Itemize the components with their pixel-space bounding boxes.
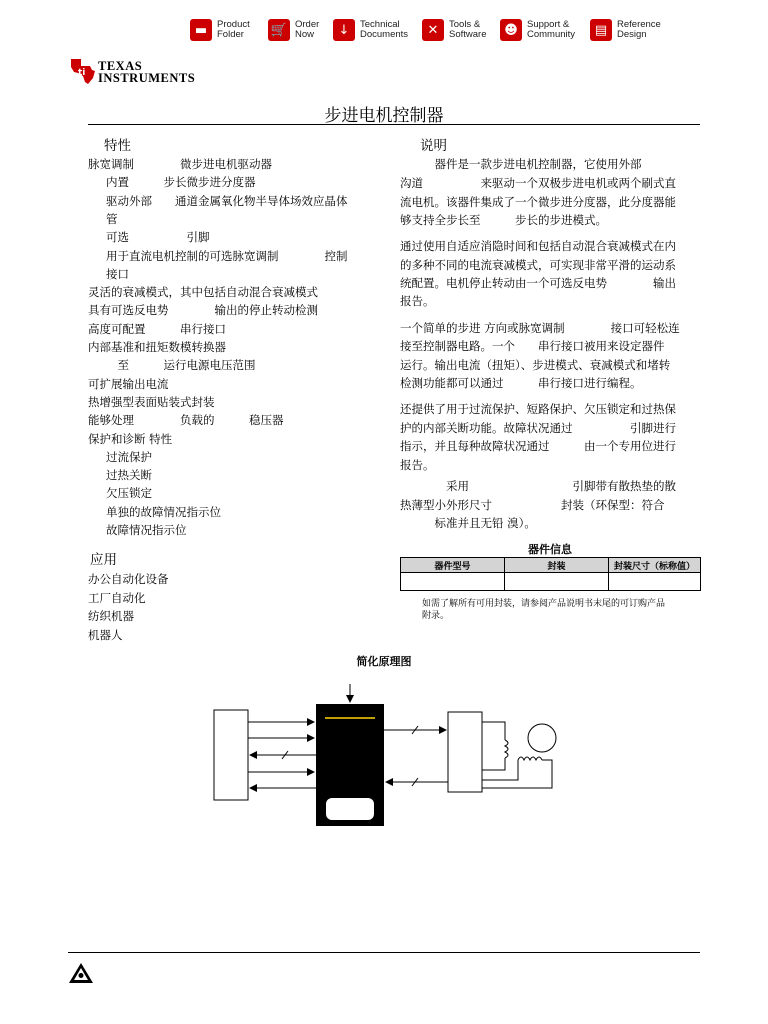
description-line: 护的内部关断功能。故障状况通过 引脚进行: [400, 421, 676, 435]
description-line: 流电机。该器件集成了一个微步进分度器，此分度器能: [400, 195, 676, 209]
ti-logo[interactable]: [68, 56, 198, 88]
feature-item: 单独的故障情况指示位: [106, 504, 221, 519]
controller-box: [214, 710, 248, 800]
logo-line1: TEXAS: [98, 59, 143, 73]
description-line: 够支持全步长至 步长的步进模式。: [400, 213, 607, 227]
feature-item: 热增强型表面贴装式封装: [88, 394, 215, 409]
nav-link-label: [217, 20, 250, 40]
feature-item: 保护和诊断 特性: [88, 431, 173, 446]
diagram-title: 简化原理图: [356, 655, 412, 668]
feature-item: 欠压锁定: [106, 486, 152, 501]
description-line: 通过使用自适应消隐时间和包括自动混合衰减模式在内: [400, 239, 676, 253]
feature-item: 故障情况指示位: [106, 523, 187, 537]
table-cell: [401, 573, 505, 591]
motor-wire: [482, 760, 552, 788]
feature-item: 管: [106, 211, 118, 226]
feature-item: 过流保护: [106, 449, 152, 464]
cart-icon: 🛒: [268, 19, 290, 41]
feature-item: 接口: [106, 266, 129, 281]
warning-triangle-icon: [68, 962, 94, 984]
motor-wire: [482, 758, 505, 770]
device-info-note: [422, 598, 665, 622]
nav-label-line1: Product: [217, 19, 250, 30]
feature-item: 高度可配置 串行接口: [88, 321, 226, 336]
description-line: 器件是一款步进电机控制器，它使用外部: [400, 157, 642, 171]
nav-link[interactable]: [422, 16, 487, 44]
reference-icon: ▤: [590, 19, 612, 41]
feature-item: 脉宽调制 微步进电机驱动器: [88, 157, 272, 171]
description-line: 检测功能都可以通过 串行接口进行编程。: [400, 376, 642, 390]
note-line2: 附录。: [422, 611, 450, 621]
description-line: 标准并且无铅 溴）。: [400, 516, 536, 530]
motor-wire: [505, 740, 508, 758]
nav-link-label: [449, 20, 487, 40]
simplified-schematic: [200, 680, 580, 830]
nav-link-label: [617, 20, 661, 40]
page-title: 步进电机控制器: [324, 106, 444, 126]
note-line1: 如需了解所有可用封装，请参阅产品说明书末尾的可订购产品: [422, 599, 666, 609]
nav-label-line1: Technical: [360, 19, 400, 30]
svg-text:ti: ti: [78, 68, 86, 78]
chip-pad: [326, 798, 374, 820]
device-info-caption: 器件信息: [528, 543, 572, 556]
feature-item: 可选 引脚: [106, 230, 210, 245]
fet-bridge-box: [448, 712, 482, 792]
table-cell: [609, 573, 701, 591]
feature-item: 至 运行电源电压范围: [106, 358, 256, 373]
description-heading: 说明: [420, 138, 447, 154]
nav-link-label: [295, 20, 319, 40]
nav-link-label: [360, 20, 408, 40]
nav-label-line2: Software: [449, 29, 487, 40]
title-divider: [88, 124, 700, 125]
table-header-part: 器件型号: [401, 558, 505, 573]
table-cell: [505, 573, 609, 591]
application-item: 工厂自动化: [88, 590, 146, 605]
application-item: 机器人: [88, 627, 123, 642]
description-line: 采用 引脚带有散热垫的散: [400, 479, 676, 493]
nav-link[interactable]: [500, 16, 575, 44]
feature-item: 具有可选反电势 输出的停止转动检测: [88, 303, 318, 318]
nav-link[interactable]: [190, 16, 250, 44]
feature-item: 内置 步长微步进分度器: [106, 175, 256, 190]
device-info-table: [400, 557, 701, 591]
ti-state-icon: [68, 56, 98, 86]
nav-link-label: [527, 20, 575, 40]
description-line: 报告。: [400, 294, 435, 308]
feature-item: 用于直流电机控制的可选脉宽调制 控制: [106, 248, 348, 263]
nav-link[interactable]: [590, 16, 661, 44]
description-line: 接至控制器电路。一个 串行接口被用来设定器件: [400, 339, 665, 353]
description-line: 一个简单的步进 方向或脉宽调制 接口可轻松连: [400, 321, 680, 335]
features-heading: 特性: [104, 138, 131, 154]
document-icon: ↓: [333, 19, 355, 41]
feature-item: 过热关断: [106, 468, 152, 483]
description-line: 还提供了用于过流保护、短路保护、欠压锁定和过热保: [400, 402, 676, 416]
description-line: 热薄型小外形尺寸 封装（环保型：符合: [400, 498, 665, 512]
feature-item: 驱动外部 通道金属氧化物半导体场效应晶体: [106, 193, 348, 208]
feature-item: 内部基准和扭矩数模转换器: [88, 340, 226, 354]
table-header-size: 封装尺寸（标称值）: [609, 558, 701, 573]
nav-label-line1: Reference: [617, 19, 661, 30]
nav-label-line2: Documents: [360, 29, 409, 40]
description-line: 统配置。电机停止转动由一个可选反电势 输出: [400, 276, 676, 290]
folder-icon: ▬: [190, 19, 212, 41]
tools-icon: ✕: [422, 19, 444, 41]
description-line: 的多种不同的电流衰减模式，可实现非常平滑的运动系: [400, 258, 676, 272]
feature-item: 能够处理 负载的 稳压器: [88, 413, 284, 428]
nav-label-line1: Support &: [527, 19, 570, 30]
footer-rule: [68, 952, 700, 953]
motor-icon: [528, 724, 556, 752]
support-icon: ☻: [500, 19, 522, 41]
description-line: 报告。: [400, 458, 435, 472]
nav-link[interactable]: [268, 16, 319, 44]
feature-item: 灵活的衰减模式，其中包括自动混合衰减模式: [88, 285, 318, 300]
nav-label-line2: Now: [295, 29, 315, 40]
nav-label-line1: Order: [295, 19, 320, 30]
table-header-package: 封装: [505, 558, 609, 573]
description-line: 运行。输出电流（扭矩）、步进模式、衰减模式和堵转: [400, 358, 671, 372]
motor-coil: [518, 757, 542, 760]
nav-link[interactable]: [333, 16, 408, 44]
nav-label-line2: Community: [527, 29, 576, 40]
applications-heading: 应用: [90, 552, 117, 568]
application-item: 纺织机器: [88, 609, 134, 623]
description-line: 沟道 来驱动一个双极步进电机或两个刷式直: [400, 176, 676, 190]
feature-item: 可扩展输出电流: [88, 376, 169, 391]
motor-wire: [482, 722, 505, 740]
nav-label-line2: Design: [617, 29, 647, 40]
table-row: [401, 573, 701, 591]
description-line: 指示，并且每种故障状况通过 由一个专用位进行: [400, 439, 676, 453]
nav-label-line2: Folder: [217, 29, 244, 40]
logo-line2: INSTRUMENTS: [98, 71, 196, 85]
nav-label-line1: Tools &: [449, 19, 481, 30]
application-item: 办公自动化设备: [88, 572, 169, 586]
